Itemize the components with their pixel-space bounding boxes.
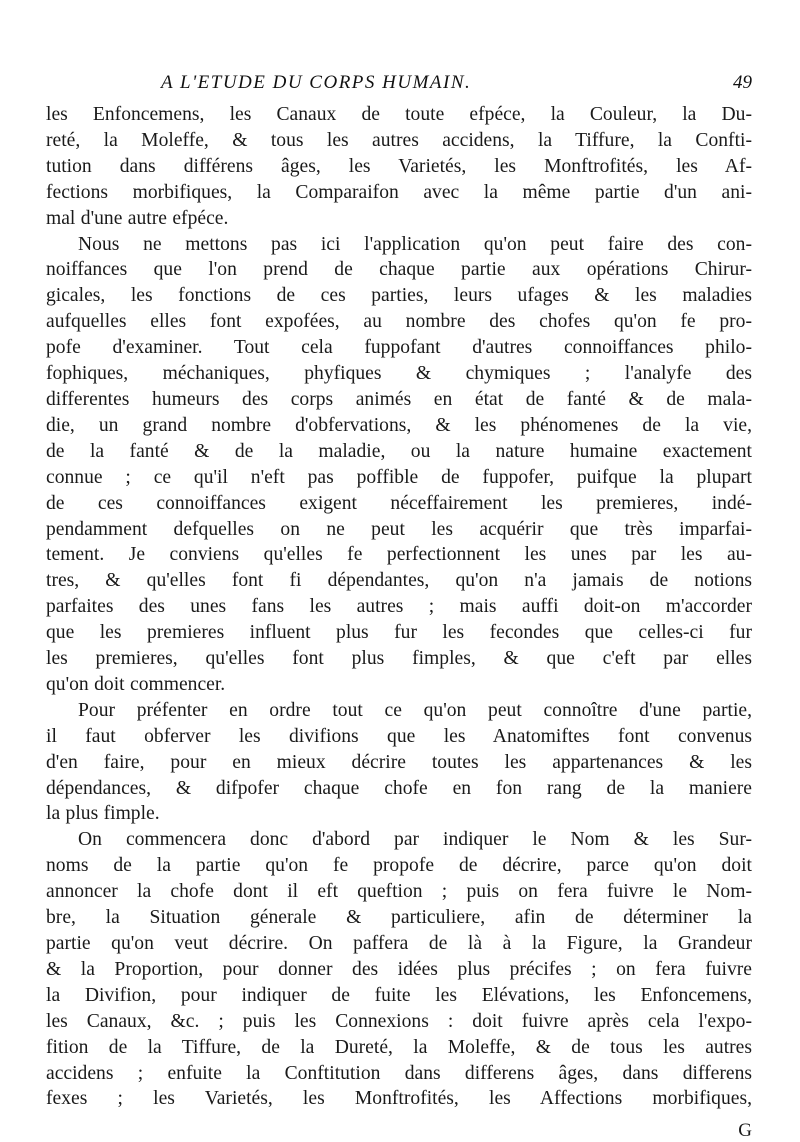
body-text [46, 102, 752, 1112]
paragraph-start-line: Pour préfenter en ordre tout ce qu'on peut connoître d'une partie, [78, 699, 752, 721]
text-line: que les premieres influent plus fur les fecondes que celles-ci fur [46, 622, 752, 644]
text-line: aufquelles elles font expofées, au nombre des chofes qu'on fe pro- [46, 311, 752, 333]
text-line: fophiques, méchaniques, phyfiques & chymiques ; l'analyfe des [46, 363, 752, 385]
text-line: fition de la Tiffure, de la Dureté, la Moleffe, & de tous les autres [46, 1036, 752, 1058]
text-line: bre, la Situation génerale & particuliere, afin de déterminer la [46, 907, 752, 929]
text-line: partie qu'on veut décrire. On paffera de là à la Figure, la Grandeur [46, 933, 752, 954]
text-line: les premieres, qu'elles font plus fimples, & que c'eft par elles [46, 648, 752, 670]
page-number: 49 [733, 72, 752, 93]
text-line: fexes ; les Varietés, les Monftrofités, les Affections morbifiques, [46, 1088, 752, 1110]
catchword: G [738, 1120, 752, 1142]
text-line: & la Proportion, pour donner des idées plus précifes ; on fera fuivre [46, 958, 752, 980]
running-title: A L'ETUDE DU CORPS HUMAIN. [161, 72, 472, 93]
text-line: tement. Je conviens qu'elles fe perfectionnent les unes par les au- [46, 544, 752, 566]
text-line: la Divifion, pour indiquer de fuite les Elévations, les Enfoncemens, [46, 984, 752, 1006]
text-line: fections morbifiques, la Comparaifon avec la même partie d'un ani- [46, 181, 752, 203]
text-line: les Canaux, &c. ; puis les Connexions : doit fuivre après cela l'expo- [46, 1010, 752, 1032]
text-line: reté, la Moleffe, & tous les autres accidens, la Tiffure, la Confti- [46, 129, 752, 151]
text-line: die, un grand nombre d'obfervations, & les phénomenes de la vie, [46, 414, 752, 436]
text-line: dépendances, & difpofer chaque chofe en fon rang de la maniere [46, 777, 752, 799]
text-line: annoncer la chofe dont il eft queftion ; puis on fera fuivre le Nom- [46, 881, 752, 903]
paragraph-start-line: On commencera donc d'abord par indiquer le Nom & les Sur- [78, 829, 752, 851]
text-line: differentes humeurs des corps animés en état de fanté & de mala- [46, 388, 752, 410]
text-line: la plus fimple. [46, 803, 160, 825]
text-line: accidens ; enfuite la Conftitution dans differens âges, dans differens [46, 1062, 752, 1084]
text-line: qu'on doit commencer. [46, 673, 226, 695]
text-line: noiffances que l'on prend de chaque partie aux opérations Chirur- [46, 259, 752, 281]
text-line: de la fanté & de la maladie, ou la nature humaine exactement [46, 440, 752, 462]
text-line: connue ; ce qu'il n'eft pas poffible de fuppofer, puifque la plupart [46, 466, 752, 488]
text-line: pofe d'examiner. Tout cela fuppofant d'autres connoiffances philo- [46, 337, 752, 359]
text-line: gicales, les fonctions de ces parties, leurs ufages & les maladies [46, 285, 752, 307]
text-line: noms de la partie qu'on fe propofe de décrire, parce qu'on doit [46, 855, 752, 877]
running-head [46, 60, 752, 102]
book-page [46, 60, 752, 1142]
text-line: tres, & qu'elles font fi dépendantes, qu'on n'a jamais de notions [46, 570, 752, 592]
text-line: mal d'une autre efpéce. [46, 207, 229, 229]
text-line: parfaites des unes fans les autres ; mais auffi doit-on m'accorder [46, 596, 752, 618]
text-line: il faut obferver les divifions que les Anatomiftes font convenus [46, 725, 752, 747]
text-line: les Enfoncemens, les Canaux de toute efpéce, la Couleur, la Du- [46, 104, 752, 125]
text-line: d'en faire, pour en mieux décrire toutes les appartenances & les [46, 751, 752, 773]
text-line: pendamment defquelles on ne peut les acquérir que très imparfai- [46, 518, 752, 540]
text-line: tution dans différens âges, les Varietés, les Monftrofités, les Af- [46, 155, 752, 177]
text-line: de ces connoiffances exigent néceffairement les premieres, indé- [46, 492, 752, 514]
paragraph-start-line: Nous ne mettons pas ici l'application qu'on peut faire des con- [78, 233, 752, 255]
